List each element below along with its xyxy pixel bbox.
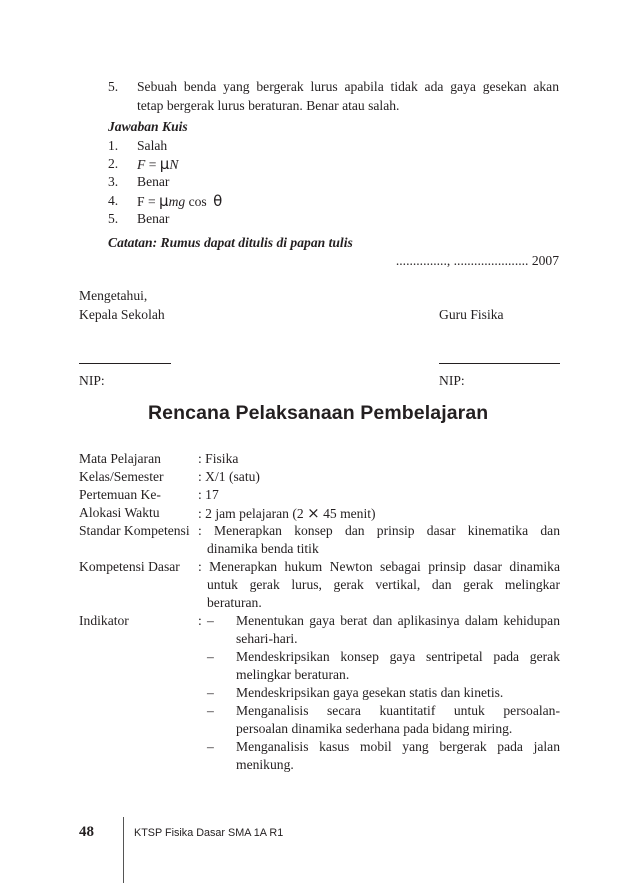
field-value: : X/1 (satu) — [198, 469, 260, 484]
indicator-text-cont: sehari-hari. — [236, 631, 298, 646]
times-symbol: × — [307, 504, 320, 522]
answer-formula — [137, 155, 178, 174]
answer-number: 4. — [108, 193, 119, 208]
indicator-dash: – — [207, 685, 214, 700]
theta-symbol: θ — [213, 192, 223, 210]
answers-heading: Jawaban Kuis — [108, 119, 188, 134]
indicator-text: Mendeskripsikan konsep gaya sentripetal pada gerak — [236, 649, 560, 664]
field-colon: : — [198, 613, 202, 628]
formula-fn: cos — [185, 194, 211, 209]
principal-title: Kepala Sekolah — [79, 307, 165, 322]
quiz-item-text-cont: tetap bergerak lurus beraturan. Benar atau salah. — [137, 98, 400, 113]
formula-var: F — [137, 157, 146, 172]
formula-var: mg — [168, 194, 186, 209]
field-label: Alokasi Waktu — [79, 505, 160, 520]
answer-text: Benar — [137, 211, 170, 226]
field-label: Standar Kompetensi — [79, 523, 190, 538]
teacher-nip: NIP: — [439, 373, 465, 388]
indicator-dash: – — [207, 739, 214, 754]
teacher-signature-line — [439, 363, 560, 364]
indicator-text: Menganalisis kasus mobil yang bergerak pada jalan — [236, 739, 560, 754]
field-label: Indikator — [79, 613, 129, 628]
page-number: 48 — [79, 824, 94, 840]
date-line: ..............., ...................... 2007 — [395, 253, 559, 268]
indicator-dash: – — [207, 703, 214, 718]
answer-number: 3. — [108, 174, 119, 189]
field-label: Pertemuan Ke- — [79, 487, 161, 502]
field-value — [198, 504, 376, 523]
field-value: : Fisika — [198, 451, 239, 466]
answer-formula — [137, 192, 222, 211]
footer-divider — [123, 817, 124, 883]
indicator-text-cont: melingkar beraturan. — [236, 667, 350, 682]
time-value-a: : 2 jam pelajaran (2 — [198, 506, 308, 521]
answer-number: 2. — [108, 156, 119, 171]
section-title: Rencana Pelaksanaan Pembelajaran — [148, 402, 489, 424]
note: Catatan: Rumus dapat ditulis di papan tulis — [108, 235, 353, 250]
field-value-cont: beraturan. — [207, 595, 262, 610]
field-label: Kompetensi Dasar — [79, 559, 180, 574]
field-value-cont: untuk gerak lurus, gerak vertikal, dan gerak melingkar — [207, 577, 560, 592]
field-label: Kelas/Semester — [79, 469, 164, 484]
indicator-text: Mendeskripsikan gaya gesekan statis dan kinetis. — [236, 685, 504, 700]
principal-signature-line — [79, 363, 171, 364]
field-value: : Menerapkan konsep dan prinsip dasar kinematika dan — [198, 523, 560, 538]
time-value-b: 45 menit) — [319, 506, 376, 521]
formula-var: N — [169, 157, 179, 172]
quiz-item-text: Sebuah benda yang bergerak lurus apabila tidak ada gaya gesekan akan — [137, 79, 559, 94]
formula-eq: = — [145, 157, 160, 172]
field-value-cont: dinamika benda titik — [207, 541, 319, 556]
principal-nip: NIP: — [79, 373, 105, 388]
quiz-item-number: 5. — [108, 79, 119, 94]
teacher-title: Guru Fisika — [439, 307, 504, 322]
acknowledged-label: Mengetahui, — [79, 288, 148, 303]
formula-lead: F = — [137, 194, 160, 209]
book-title: KTSP Fisika Dasar SMA 1A R1 — [134, 827, 284, 839]
mu-symbol: μ — [159, 155, 170, 173]
field-value: : 17 — [198, 487, 219, 502]
indicator-text-cont: persoalan dinamika sederhana pada bidang miring. — [236, 721, 513, 736]
indicator-dash: – — [207, 613, 214, 628]
answer-text: Benar — [137, 174, 170, 189]
answer-number: 5. — [108, 211, 119, 226]
answer-number: 1. — [108, 138, 119, 153]
field-value: : Menerapkan hukum Newton sebagai prinsip dasar dinamika — [198, 559, 560, 574]
indicator-text: Menentukan gaya berat dan aplikasinya dalam kehidupan — [236, 613, 560, 628]
indicator-dash: – — [207, 649, 214, 664]
indicator-text: Menganalisis secara kuantitatif untuk persoalan- — [236, 703, 560, 718]
answer-text: Salah — [137, 138, 168, 153]
field-label: Mata Pelajaran — [79, 451, 161, 466]
indicator-text-cont: menikung. — [236, 757, 294, 772]
mu-symbol: μ — [159, 192, 169, 210]
